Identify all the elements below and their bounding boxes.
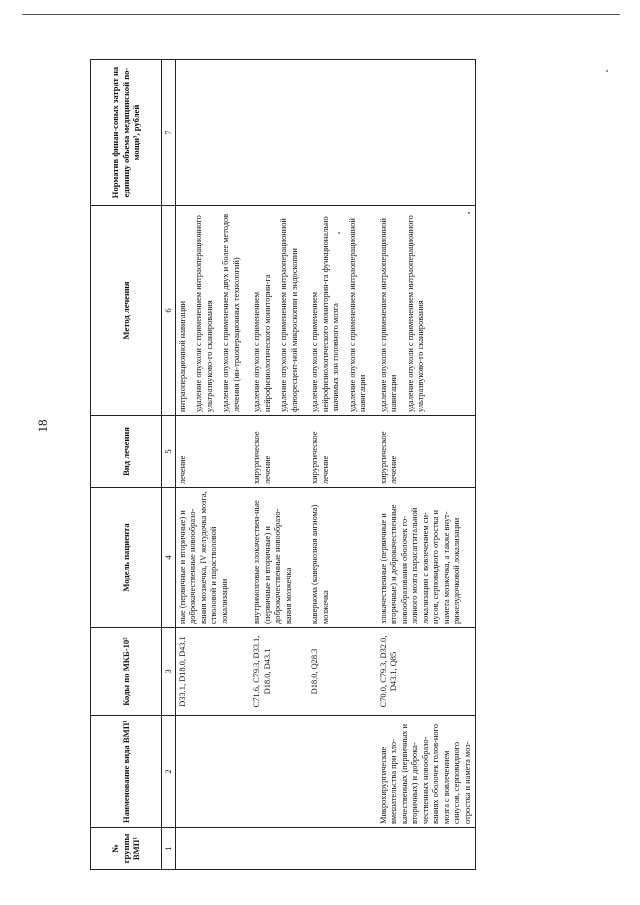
cell-model: ные (первичные и вторичные) и доброкачественные новообразо-вания мозжечка, IV желудочка мозга, стволовой и парастволовой локализации <box>175 488 250 628</box>
method-item: удаление опухоли с применением двух и более методов лечения (ин-траоперационных технологий) <box>221 213 241 412</box>
column-number-row <box>162 60 176 870</box>
column-number: 3 <box>162 628 176 716</box>
rotated-table-block <box>90 60 610 870</box>
method-item: интраоперационной навигации <box>177 300 187 412</box>
cell-group <box>250 828 308 870</box>
cell-group <box>308 828 377 870</box>
cell-name: Микрохирургические вмешательства при зло-качественных (первичных и вторичных) и доброка-чественных новообразо-ваниях оболочек голов-ного мозга с вовлечением синусов, серповидного отростка и намета моз- <box>377 716 476 828</box>
cell-name <box>308 716 377 828</box>
cell-type: лечение <box>175 416 250 488</box>
header-type: Вид лечения <box>91 416 162 488</box>
cell-norm <box>175 60 250 206</box>
vmp-table <box>90 59 476 870</box>
header-row <box>91 60 162 870</box>
cell-group <box>175 828 250 870</box>
column-number: 1 <box>162 828 176 870</box>
cell-norm <box>308 60 377 206</box>
cell-codes: D33.1, D18.0, D43.1 <box>175 628 250 716</box>
column-number: 6 <box>162 206 176 416</box>
table-row <box>308 60 377 870</box>
method-item: удаление опухоли с применением нейрофизиологического мониторин-га функционально значимых зон головного мозга <box>310 216 341 412</box>
header-name: Наименование вида ВМП¹ <box>91 716 162 828</box>
method-item: удаление опухоли с применением интраоперационной навигации <box>378 218 399 412</box>
cell-type: хирургическое лечение <box>250 416 308 488</box>
cell-group <box>377 828 476 870</box>
header-method: Метод лечения <box>91 206 162 416</box>
column-number: 2 <box>162 716 176 828</box>
cell-norm <box>377 60 476 206</box>
top-rule <box>22 14 620 15</box>
cell-model: внутримозговые злокачествен-ные (первичные и вторичные) и доброкачественные новообразо-вания мозжечка <box>250 488 308 628</box>
method-item: удаление опухоли с применением интраоперационной навигации <box>347 218 368 412</box>
method-item: удаление опухоли с применением интраоперационного ультразвуково-го сканирования <box>194 215 214 412</box>
cell-codes: C71.6, C79.3, D33.1, D18.0, D43.1 <box>250 628 308 716</box>
header-codes: Коды по МКБ-10² <box>91 628 162 716</box>
cell-method <box>308 206 377 416</box>
cell-type: хирургическое лечение <box>308 416 377 488</box>
cell-model: кавернома (кавернозная ангиома) мозжечка <box>308 488 377 628</box>
cell-model: злокачественные (первичные и вторичные) и доброкачественные новообразования оболочек го-ловного мозга парасаггитальной локализации с вовлечением си-нусов, серповидного отростка и намета мозжечка, а также внут-рижелудочковой локализации <box>377 488 476 628</box>
column-number: 7 <box>162 60 176 206</box>
table-row <box>377 60 476 870</box>
cell-name <box>250 716 308 828</box>
table-row <box>250 60 308 870</box>
header-norm: Норматив финан-совых затрат на единицу объема медицинской по-мощи³, рублей <box>91 60 162 206</box>
method-item: удаление опухоли с применением интраоперационного ультразвуково-го сканирования <box>405 215 426 412</box>
cell-norm <box>250 60 308 206</box>
cell-method <box>250 206 308 416</box>
page-number: 18 <box>35 419 50 433</box>
cell-codes: D18.0, Q28.3 <box>308 628 377 716</box>
cell-method <box>377 206 476 416</box>
cell-type: хирургическое лечение <box>377 416 476 488</box>
header-group: № группы ВМП¹ <box>91 828 162 870</box>
column-number: 4 <box>162 488 176 628</box>
method-item: удаление опухоли с применением интраоперационной флюоресцент-ной микроскопии и эндоскопии <box>279 218 299 412</box>
method-item: удаление опухоли с применением нейрофизиологического мониторин-га <box>252 274 272 412</box>
column-number: 5 <box>162 416 176 488</box>
cell-method <box>175 206 250 416</box>
cell-codes: C70.0, C79.3, D32.0, D43.1, Q85 <box>377 628 476 716</box>
cell-name <box>175 716 250 828</box>
table-row <box>175 60 250 870</box>
header-model: Модель пациента <box>91 488 162 628</box>
